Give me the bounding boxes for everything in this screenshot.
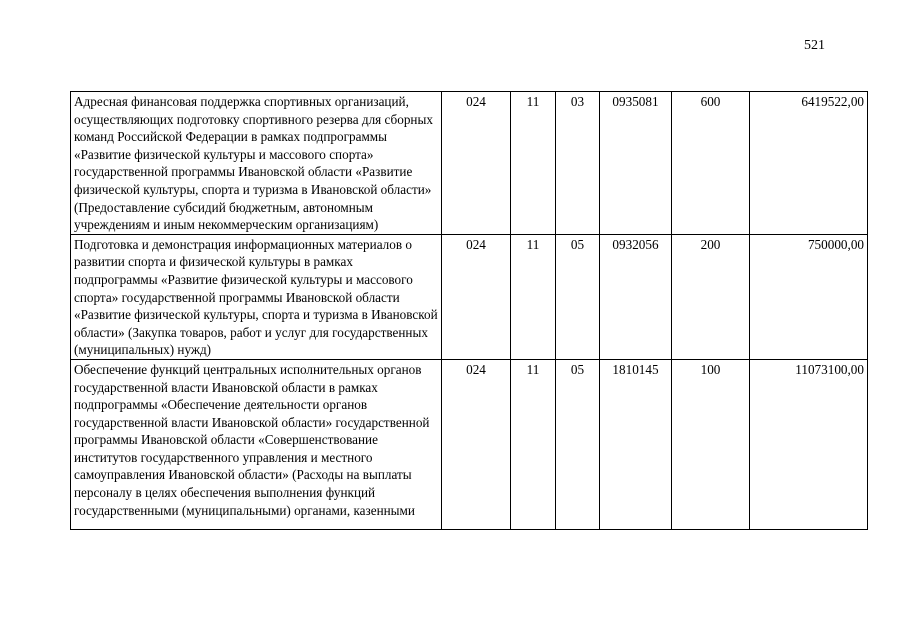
budget-table <box>70 91 868 530</box>
table-row <box>71 234 868 359</box>
expense-type-cell: 200 <box>672 234 750 359</box>
table-row <box>71 359 868 529</box>
subsection-cell: 05 <box>556 234 600 359</box>
page-number: 521 <box>804 38 825 53</box>
subsection-cell: 05 <box>556 359 600 529</box>
row-description: Обеспечение функций центральных исполнительных органов государственной власти Ивановской области в рамках подпрограммы «Обеспечение деятельности органов государственной власти Ивановской области» государственной программы Ивановской области «Совершенствование институтов государственного управления и местного самоуправления Ивановской области» (Расходы на выплаты персоналу в целях обеспечения выполнения функций государственными (муниципальными) органами, казенными <box>71 359 442 529</box>
section-cell: 11 <box>511 234 556 359</box>
section-cell: 11 <box>511 359 556 529</box>
amount-cell: 750000,00 <box>750 234 868 359</box>
ministry-code-cell: 024 <box>442 234 511 359</box>
expense-type-cell: 100 <box>672 359 750 529</box>
ministry-code-cell: 024 <box>442 92 511 235</box>
subsection-cell: 03 <box>556 92 600 235</box>
target-article-cell: 0932056 <box>600 234 672 359</box>
target-article-cell: 0935081 <box>600 92 672 235</box>
ministry-code-cell: 024 <box>442 359 511 529</box>
row-description: Адресная финансовая поддержка спортивных организаций, осуществляющих подготовку спортивного резерва для сборных команд Российской Федерации в рамках подпрограммы «Развитие физической культуры и массового спорта» государственной программы Ивановской области «Развитие физической культуры, спорта и туризма в Ивановской области» (Предоставление субсидий бюджетным, автономным учреждениям и иным некоммерческим организациям) <box>71 92 442 235</box>
row-description: Подготовка и демонстрация информационных материалов о развитии спорта и физической культуры в рамках подпрограммы «Развитие физической культуры и массового спорта» государственной программы Ивановской области «Развитие физической культуры, спорта и туризма в Ивановской области» (Закупка товаров, работ и услуг для государственных (муниципальных) нужд) <box>71 234 442 359</box>
expense-type-cell: 600 <box>672 92 750 235</box>
section-cell: 11 <box>511 92 556 235</box>
table-row <box>71 92 868 235</box>
target-article-cell: 1810145 <box>600 359 672 529</box>
amount-cell: 11073100,00 <box>750 359 868 529</box>
amount-cell: 6419522,00 <box>750 92 868 235</box>
